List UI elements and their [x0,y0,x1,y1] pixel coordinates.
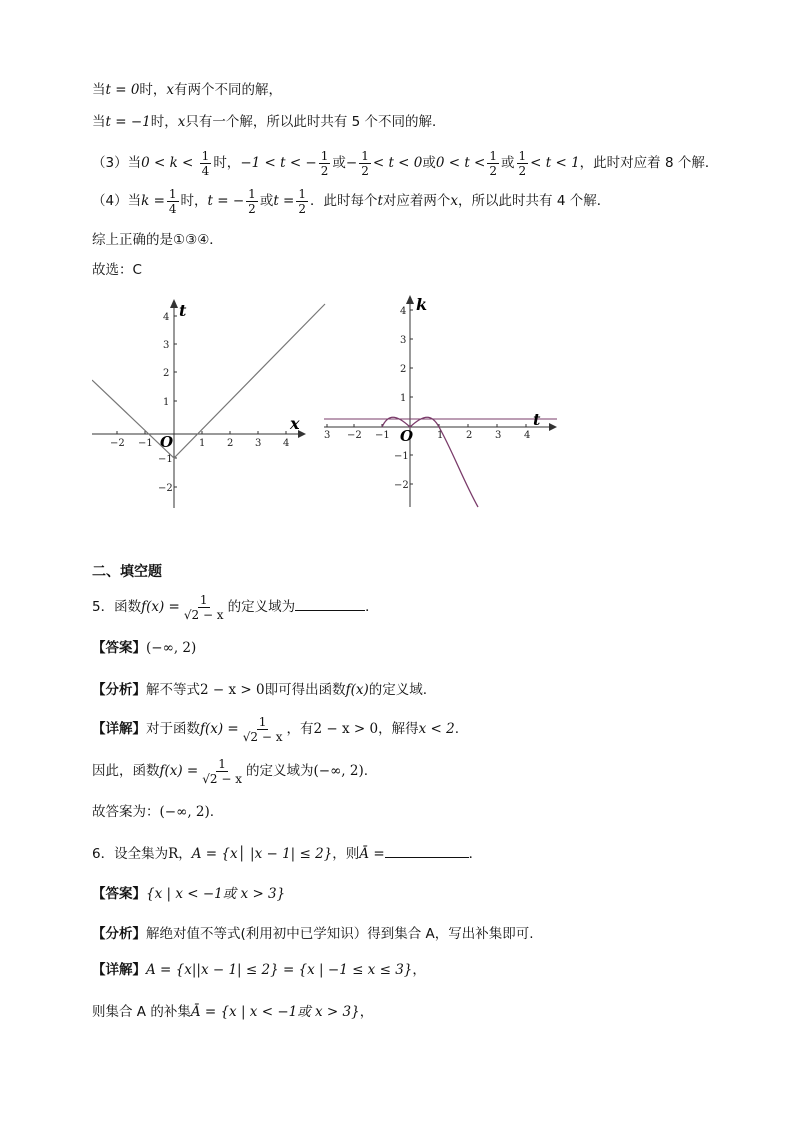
k-curve [382,417,478,507]
text: 时， [213,155,241,171]
fraction [167,187,179,216]
numerator: 1 [199,592,208,607]
abs-curve [92,304,325,458]
text: 的定义域. [368,682,428,698]
numerator: 1 [298,186,306,201]
fraction [296,187,308,216]
answer-blank [385,857,469,858]
text: （3）当 [92,155,142,171]
analysis-tag: 【分析】 [92,682,146,698]
x-tick-label: −2 [110,438,125,449]
t-tick-label: 1 [437,430,444,441]
math: {x | x < −1或 x > 3} [146,886,286,902]
x-axis-label: x [290,414,300,433]
math: x < 2 [418,721,455,737]
math: 0 < k < [141,155,194,171]
math: f(x) = [200,721,239,737]
math: t = −1 [105,114,151,130]
text: 时， [180,193,208,209]
t-tick-label: 4 [524,430,531,441]
solution-line-4 [92,184,610,218]
math: < t < 1 [530,155,580,171]
q5-detail [92,712,459,746]
text: 当 [92,82,106,98]
t-tick-label: 2 [466,430,473,441]
text: 即可得出函数 [264,682,346,698]
q6-analysis [92,924,534,944]
solution-line-2 [92,112,446,132]
text: 解绝对值不等式(利用初中已学知识）得到集合 A，写出补集即可. [146,926,534,942]
k-tick-label: 3 [400,335,407,346]
fraction [200,757,244,786]
math: x [166,82,175,98]
q6-answer [92,884,285,904]
x-tick-label: 1 [199,438,206,449]
graph-t-vs-x [92,296,332,511]
denominator: √2 − x [183,607,224,622]
denominator: √2 − x [242,729,283,744]
math: f(x) = [159,763,199,779]
math: 0 < t < [435,155,486,171]
text: 或 [259,193,274,209]
math: − [345,155,358,171]
text: ， [359,1004,374,1020]
origin-label: O [400,427,414,445]
denominator: 2 [320,163,329,178]
text: ．此时每个 [309,193,378,209]
choice-line: 故选：C [92,262,142,278]
text: 或 [422,155,436,171]
conclusion-line: 综上正确的是①③④． [92,232,223,248]
text: . [454,721,459,737]
text: 对于函数 [146,721,200,737]
x-tick-label: −1 [138,438,153,449]
math: R [168,846,179,862]
text: 当 [92,114,106,130]
t-axis-label: t [533,410,541,429]
question-number: 6．设全集为 [92,846,169,862]
text: ． [365,599,379,615]
y-tick-label: −1 [158,454,173,465]
section-heading: 二、填空题 [92,564,162,580]
denominator: 2 [489,163,498,178]
text: 或 [332,155,346,171]
q5-final [92,802,214,822]
x-tick-label: 2 [227,438,234,449]
detail-tag: 【详解】 [92,721,146,737]
analysis-tag: 【分析】 [92,926,146,942]
k-axis-label: k [416,295,428,314]
y-tick-label: 4 [163,312,170,323]
math: k = [141,193,165,209]
text: 只有一个解，所以此时共有 5 个不同的解． [185,114,446,130]
math: t = [273,193,295,209]
math: A = {x||x − 1| ≤ 2} = {x | −1 ≤ x ≤ 3} [146,962,413,978]
text: ， [178,846,192,862]
denominator: √2 − x [202,771,242,786]
answer-tag: 【答案】 [92,886,146,902]
denominator: 2 [248,201,256,216]
text: （4）当 [92,193,142,209]
text: 时， [150,114,178,130]
numerator: 1 [201,148,210,163]
numerator: 1 [518,148,527,163]
solution-line-3 [92,146,718,180]
denominator: 2 [361,163,369,178]
fraction [319,149,331,178]
k-tick-label: −2 [394,480,409,491]
x-tick-label: 3 [255,438,262,449]
fraction [487,149,499,178]
q5-hence [92,754,368,788]
text: 对应着两个 [382,193,451,209]
text: ， [412,962,426,978]
question-number: 5．函数 [92,599,142,615]
question-5 [92,590,379,624]
math: t [377,193,383,209]
fraction [200,149,212,178]
t-tick-label: 3 [324,430,331,441]
fraction [241,715,285,744]
text: . [209,804,215,820]
y-tick-label: 1 [163,397,170,408]
solution-line-1 [92,80,282,100]
math: (−∞, 2) [146,640,197,656]
q6-complement [92,1002,373,1022]
answer-blank [295,610,365,611]
q6-detail [92,960,426,980]
detail-tag: 【详解】 [92,962,146,978]
math: < t < 0 [372,155,423,171]
x-tick-label: 4 [283,438,290,449]
origin-label: O [160,433,174,451]
text: 因此，函数 [92,763,160,779]
math: −1 < t < − [240,155,317,171]
k-tick-label: 4 [400,306,407,317]
math: 2 − x > 0 [313,721,379,737]
t-tick-label: 3 [495,430,502,441]
text: 解不等式 [146,682,200,698]
y-tick-label: 2 [163,368,170,379]
math: (−∞, 2) [159,804,210,820]
numerator: 1 [248,186,256,201]
math: f(x) = [141,599,180,615]
k-axis-arrow [406,295,414,304]
k-tick-label: 1 [400,393,407,404]
text: 或 [501,155,515,171]
fraction [517,149,529,178]
t-axis-arrow [549,423,557,431]
text: ，则 [332,846,360,862]
fraction [182,593,226,622]
question-6 [92,844,482,864]
numerator: 1 [489,148,498,163]
text: ，有 [286,721,314,737]
denominator: 2 [518,163,527,178]
q5-answer [92,638,196,658]
math: t = 0 [105,82,140,98]
text: ，所以此时共有 4 个解． [458,193,611,209]
text: 有两个不同的解， [174,82,283,98]
t-tick-label: −1 [375,430,390,441]
math: t = − [207,193,245,209]
answer-tag: 【答案】 [92,640,146,656]
graph-k-vs-t [324,292,564,512]
fraction [359,149,371,178]
q5-analysis [92,680,427,700]
math: Ā = [359,846,385,862]
text: ，解得 [378,721,419,737]
text: ，此时对应着 8 个解． [579,155,719,171]
text: 则集合 A 的补集 [92,1004,191,1020]
text: ． [468,846,483,862]
k-tick-label: 2 [400,364,407,375]
y-tick-label: 3 [163,340,170,351]
math: x [177,114,186,130]
y-axis-arrow [170,299,178,308]
numerator: 1 [218,756,226,771]
math: f(x) [345,682,369,698]
math: A = {x│ |x − 1| ≤ 2} [191,846,333,862]
text: 的定义域为 [227,599,296,615]
math: Ā = {x | x < −1或 x > 3} [190,1004,360,1020]
math: 2 − x > 0 [200,682,265,698]
denominator: 4 [201,163,210,178]
t-tick-label: −2 [347,430,362,441]
y-tick-label: −2 [158,483,173,494]
k-tick-label: −1 [394,451,409,462]
y-axis-label: t [179,301,187,320]
numerator: 1 [320,148,329,163]
math: (−∞, 2) [313,763,364,779]
numerator: 1 [258,714,267,729]
math: x [450,193,459,209]
fraction [246,187,258,216]
text: 时， [139,82,167,98]
text: . [363,763,369,779]
numerator: 1 [168,186,177,201]
denominator: 2 [298,201,306,216]
denominator: 4 [168,201,177,216]
numerator: 1 [361,148,369,163]
text: 故答案为： [92,804,160,820]
text: 的定义域为 [245,763,314,779]
